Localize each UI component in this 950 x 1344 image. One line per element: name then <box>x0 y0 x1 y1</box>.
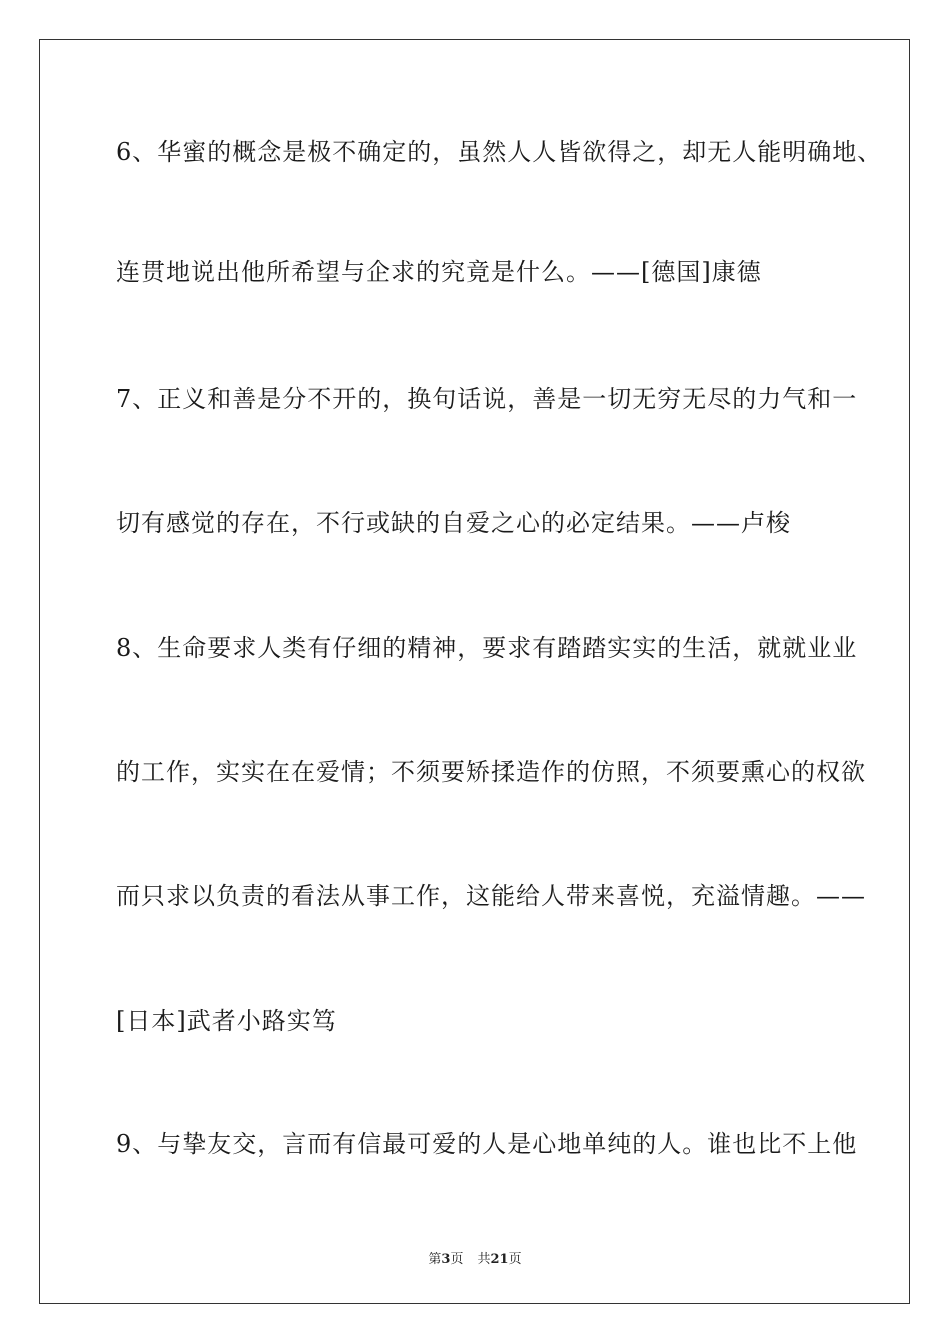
total-page-count: 21 <box>490 1252 509 1267</box>
page-footer <box>0 1248 950 1267</box>
footer-total-suffix: 页 <box>508 1252 522 1267</box>
footer-total-prefix: 共 <box>477 1252 491 1267</box>
footer-page-suffix: 页 <box>450 1252 464 1267</box>
text-line: 6、华蜜的概念是极不确定的，虽然人人皆欲得之，却无人能明确地、 <box>116 138 883 166</box>
text-line: 切有感觉的存在，不行或缺的自爱之心的必定结果。——卢梭 <box>116 509 791 537</box>
text-line: 的工作，实实在在爱情；不须要矫揉造作的仿照，不须要熏心的权欲 <box>116 758 866 786</box>
page-frame <box>39 39 910 1304</box>
text-line: 8、生命要求人类有仔细的精神，要求有踏踏实实的生活，就就业业 <box>116 634 858 662</box>
footer-prefix: 第 <box>428 1252 442 1267</box>
text-line: 而只求以负责的看法从事工作，这能给人带来喜悦，充溢情趣。—— <box>116 882 866 910</box>
text-line: 7、正义和善是分不开的，换句话说，善是一切无穷无尽的力气和一 <box>116 385 858 413</box>
current-page-number: 3 <box>441 1252 451 1267</box>
text-line: [日本]武者小路实笃 <box>116 1007 337 1035</box>
text-line: 连贯地说出他所希望与企求的究竟是什么。——[德国]康德 <box>116 258 762 286</box>
text-line: 9、与挚友交，言而有信最可爱的人是心地单纯的人。谁也比不上他 <box>116 1130 858 1158</box>
